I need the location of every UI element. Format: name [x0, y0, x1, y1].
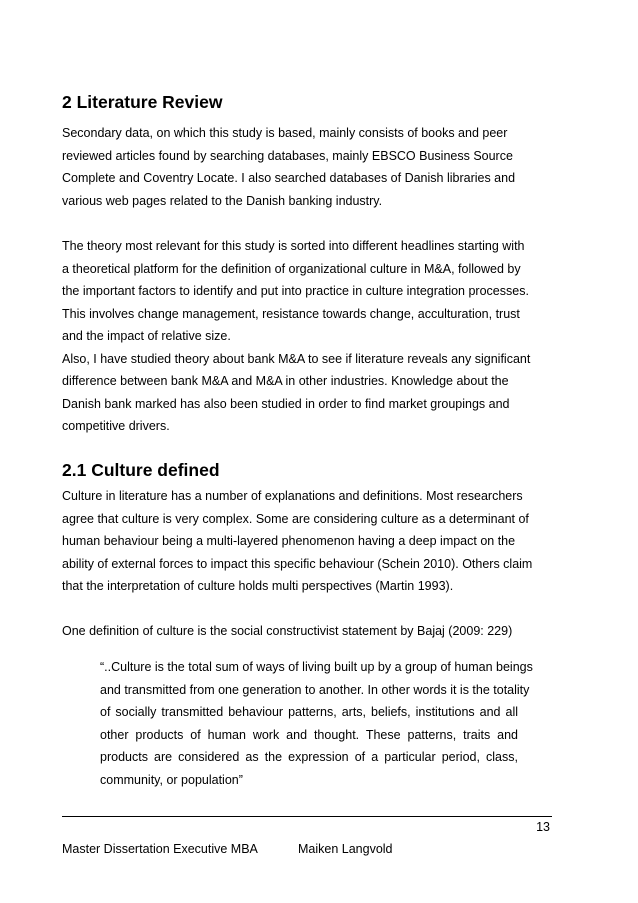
subsection-heading: 2.1 Culture defined	[62, 460, 220, 480]
text-line: One definition of culture is the social constructivist statement by Bajaj (2009: 229)	[62, 624, 513, 638]
text-line: Danish bank marked has also been studied in order to find market groupings and	[62, 396, 510, 411]
text-line: difference between bank M&A and M&A in other industries. Knowledge about the	[62, 374, 509, 388]
quote-line: of socially transmitted behaviour patterns, arts, beliefs, institutions and all	[100, 705, 518, 719]
text-line: human behaviour being a multi-layered phenomenon having a deep impact on the	[62, 534, 516, 548]
text-line: competitive drivers.	[62, 419, 170, 433]
footer-divider	[62, 816, 552, 817]
text-line: the important factors to identify and put into practice in culture integration processes.	[62, 284, 529, 298]
section-heading: 2 Literature Review	[62, 92, 223, 112]
page-number: 13	[536, 820, 550, 834]
footer-document-title: Master Dissertation Executive MBA	[62, 842, 258, 856]
quote-line: and transmitted from one generation to another. In other words it is the totality	[100, 682, 530, 697]
quote-line: community, or population”	[100, 772, 243, 787]
text-line: Secondary data, on which this study is based, mainly consists of books and peer	[62, 126, 508, 140]
text-line: ability of external forces to impact this specific behaviour (Schein 2010). Others claim	[62, 556, 533, 571]
quote-line: “..Culture is the total sum of ways of living built up by a group of human beings	[100, 660, 533, 674]
text-line: agree that culture is very complex. Some are considering culture as a determinant of	[62, 511, 529, 526]
footer-author: Maiken Langvold	[298, 842, 393, 856]
text-line: Also, I have studied theory about bank M&A to see if literature reveals any significant	[62, 351, 531, 366]
subsection-paragraph-1	[62, 485, 552, 598]
text-line: and the impact of relative size.	[62, 329, 231, 343]
text-line: Complete and Coventry Locate. I also searched databases of Danish libraries and	[62, 171, 516, 185]
text-line: a theoretical platform for the definition of organizational culture in M&A, followed by	[62, 261, 521, 276]
text-line: that the interpretation of culture holds multi perspectives (Martin 1993).	[62, 579, 454, 593]
text-line: reviewed articles found by searching databases, mainly EBSCO Business Source	[62, 148, 513, 163]
section-paragraph-2	[62, 235, 552, 438]
quote-line: other products of human work and thought. These patterns, traits and	[100, 727, 518, 742]
section-paragraph-1	[62, 122, 552, 212]
quote-line: products are considered as the expression of a particular period, class,	[100, 750, 518, 764]
text-line: The theory most relevant for this study is sorted into different headlines starting with	[62, 239, 525, 253]
text-line: This involves change management, resistance towards change, acculturation, trust	[62, 306, 520, 321]
subsection-paragraph-2	[62, 620, 552, 643]
block-quote	[100, 656, 533, 791]
text-line: Culture in literature has a number of explanations and definitions. Most researchers	[62, 489, 523, 503]
text-line: various web pages related to the Danish banking industry.	[62, 193, 383, 208]
